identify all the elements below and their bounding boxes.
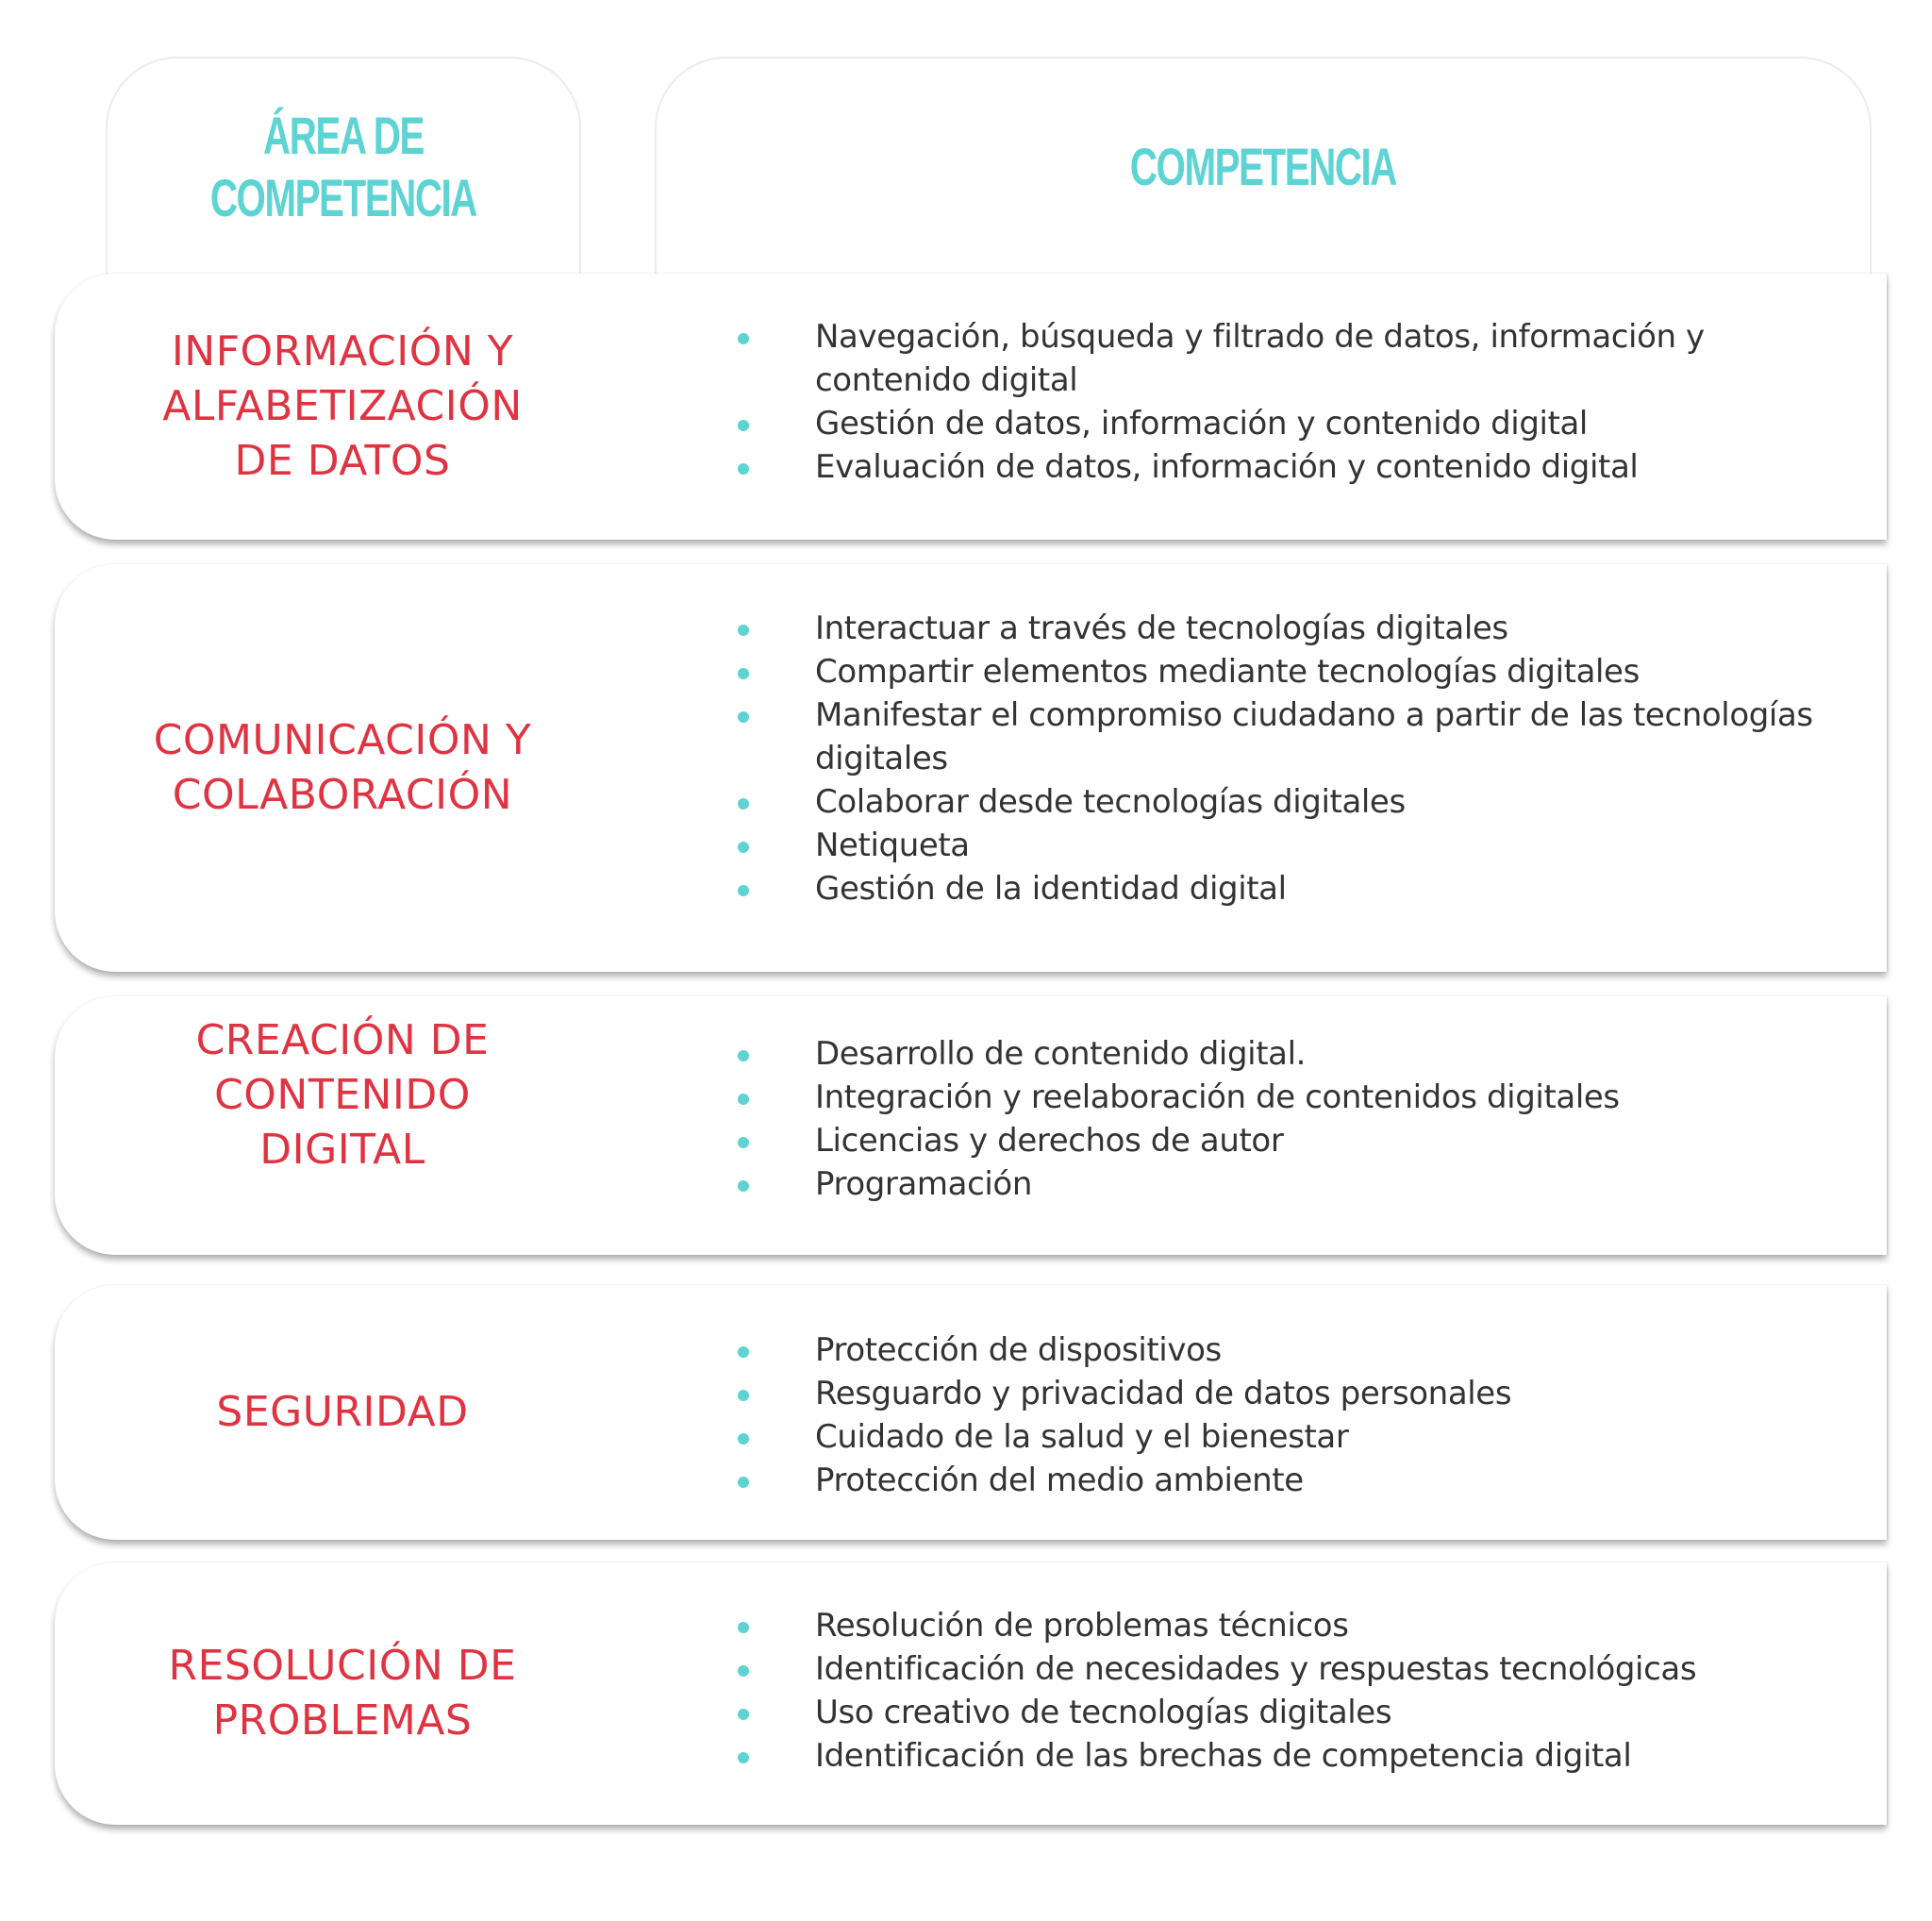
area-name: COMUNICACIÓN Y COLABORACIÓN (153, 716, 532, 819)
area-card-resolucion (55, 1562, 1887, 1825)
list-item: Integración y reelaboración de contenidos digitales (677, 1076, 1858, 1119)
bullet-icon (738, 798, 749, 810)
bullet-icon (738, 1752, 749, 1763)
list-item: Resguardo y privacidad de datos personales (677, 1372, 1858, 1415)
bullet-icon (738, 1622, 749, 1633)
area-cell (55, 564, 630, 972)
list-item: Programación (677, 1162, 1858, 1206)
bullet-icon (738, 885, 749, 896)
area-cell (55, 1562, 630, 1825)
list-item: Colaborar desde tecnologías digitales (677, 780, 1858, 824)
list-item: Uso creativo de tecnologías digitales (677, 1691, 1858, 1734)
area-cell (55, 1285, 630, 1540)
bullet-icon (738, 711, 749, 723)
area-name: RESOLUCIÓN DE PROBLEMAS (168, 1642, 517, 1745)
bullet-icon (738, 1094, 749, 1105)
area-cell (55, 274, 630, 540)
list-item: Navegación, búsqueda y filtrado de datos, información y contenido digital (677, 315, 1858, 402)
area-card-comunicacion (55, 564, 1887, 972)
bullet-icon (738, 420, 749, 431)
competencia-list (677, 607, 1858, 910)
area-card-informacion (55, 274, 1887, 540)
bullet-icon (738, 842, 749, 853)
area-card-seguridad (55, 1285, 1887, 1540)
bullet-icon (738, 668, 749, 679)
list-item: Protección de dispositivos (677, 1328, 1858, 1372)
list-item: Identificación de las brechas de competencia digital (677, 1734, 1858, 1778)
list-item: Protección del medio ambiente (677, 1459, 1858, 1502)
list-item: Interactuar a través de tecnologías digitales (677, 607, 1858, 650)
area-header-title-line2: COMPETENCIA (209, 168, 477, 227)
list-item: Licencias y derechos de autor (677, 1119, 1858, 1162)
list-item: Gestión de la identidad digital (677, 867, 1858, 910)
area-name: CREACIÓN DE CONTENIDO DIGITAL (195, 1016, 490, 1174)
list-item: Desarrollo de contenido digital. (677, 1032, 1858, 1076)
bullet-icon (738, 1050, 749, 1061)
list-item: Resolución de problemas técnicos (677, 1604, 1858, 1647)
area-header-title (158, 105, 528, 229)
area-header-title-line1: ÁREA DE (263, 106, 424, 165)
bullet-icon (738, 1665, 749, 1677)
bullet-icon (738, 625, 749, 636)
bullet-icon (738, 463, 749, 475)
list-item: Compartir elementos mediante tecnologías digitales (677, 650, 1858, 693)
area-cell (55, 996, 630, 1255)
list-item: Netiqueta (677, 824, 1858, 867)
bullet-icon (738, 1137, 749, 1148)
list-item: Manifestar el compromiso ciudadano a partir de las tecnologías digitales (677, 693, 1858, 780)
competencia-header-title: COMPETENCIA (1129, 137, 1397, 196)
bullet-icon (738, 1433, 749, 1445)
list-item: Cuidado de la salud y el bienestar (677, 1415, 1858, 1459)
bullet-icon (738, 1709, 749, 1720)
area-name: INFORMACIÓN Y ALFABETIZACIÓN DE DATOS (162, 327, 523, 485)
competencia-header-tab (655, 57, 1872, 276)
competencia-list (677, 315, 1858, 489)
bullet-icon (738, 1477, 749, 1488)
competencia-list (677, 1328, 1858, 1502)
area-header-tab (106, 57, 581, 276)
bullet-icon (738, 333, 749, 344)
area-name: SEGURIDAD (216, 1388, 469, 1436)
bullet-icon (738, 1346, 749, 1358)
list-item: Gestión de datos, información y contenido digital (677, 402, 1858, 445)
competencia-list (677, 1604, 1858, 1778)
bullet-icon (738, 1390, 749, 1401)
bullet-icon (738, 1180, 749, 1192)
list-item: Identificación de necesidades y respuestas tecnológicas (677, 1647, 1858, 1691)
list-item: Evaluación de datos, información y contenido digital (677, 445, 1858, 489)
area-card-creacion (55, 996, 1887, 1255)
competencia-list (677, 1032, 1858, 1206)
